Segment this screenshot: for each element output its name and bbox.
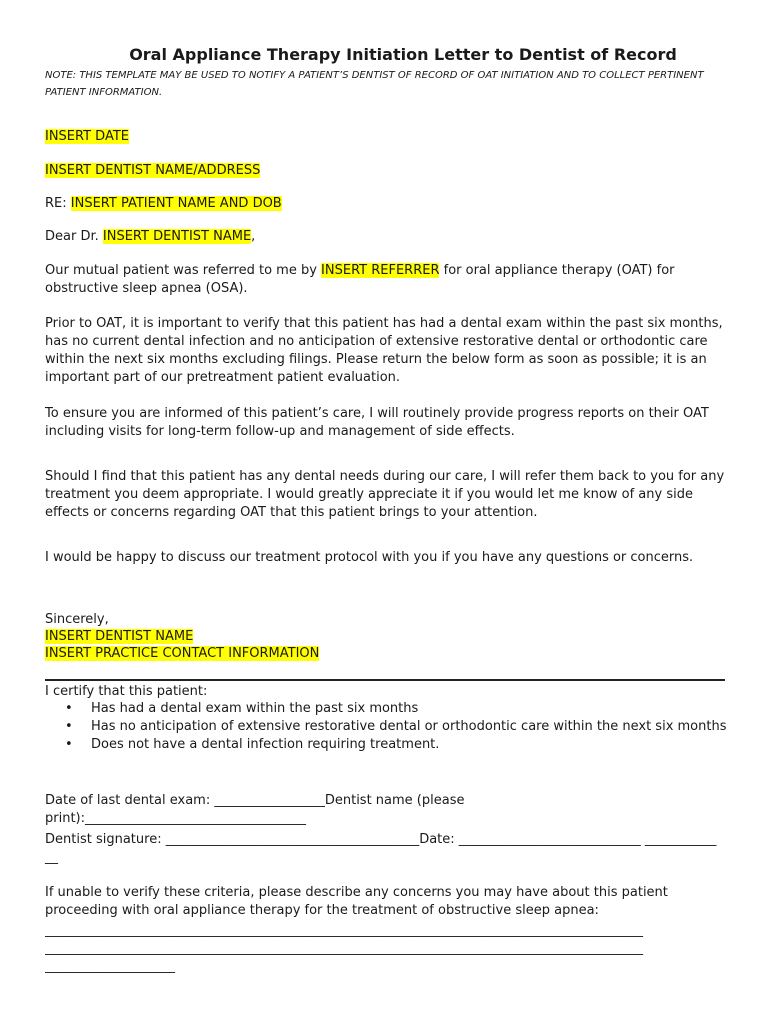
certify-intro: I certify that this patient: [45, 684, 208, 699]
salutation-prefix: Dear Dr. [45, 229, 103, 244]
bullet-icon: • [65, 719, 73, 734]
exam-date-field[interactable]: Date of last dental exam: _________________Dentist name (please print):__________________________________ [45, 793, 465, 826]
referral-paragraph [45, 262, 730, 298]
bullet-icon: • [65, 701, 73, 716]
dentist-address-line [45, 162, 730, 180]
insert-dentist-address-placeholder: INSERT DENTIST NAME/ADDRESS [45, 163, 261, 178]
insert-dentist-name-placeholder: INSERT DENTIST NAME [102, 229, 252, 244]
list-item [45, 718, 730, 736]
certification-text: Has had a dental exam within the past six months [91, 701, 419, 716]
concerns-line-2[interactable]: ____________________________________________________________________________________________ [45, 941, 643, 956]
insert-practice-contact-placeholder: INSERT PRACTICE CONTACT INFORMATION [45, 646, 320, 661]
referral-text-before: Our mutual patient was referred to me by [45, 263, 322, 278]
certification-list [45, 700, 730, 754]
salutation-line [45, 228, 730, 246]
referral-text-after: for oral appliance therapy (OAT) for obstructive sleep apnea (OSA). [45, 263, 675, 296]
prior-to-oat-paragraph: Prior to OAT, it is important to verify that this patient has had a dental exam within the past six months, has no current dental infection and no anticipation of extensive restorative dental or orthodontic care within the next six months excluding filings. Please return the below form as soon as possible; it is an important part of our pretreatment patient evaluation. [45, 316, 723, 385]
list-item [45, 736, 730, 754]
discuss-protocol-paragraph: I would be happy to discuss our treatment protocol with you if you have any questions or concerns. [45, 550, 694, 565]
signature-name-line [45, 628, 730, 646]
date-line [45, 128, 730, 146]
letter-title: Oral Appliance Therapy Initiation Letter to Dentist of Record [129, 45, 677, 64]
re-line [45, 195, 730, 213]
salutation-suffix: , [251, 229, 256, 244]
section-divider [45, 679, 725, 681]
concerns-prompt: If unable to verify these criteria, please describe any concerns you may have about this patient proceeding with oral appliance therapy for the treatment of obstructive sleep apnea: [45, 885, 668, 918]
list-item [45, 700, 730, 718]
insert-referrer-placeholder: INSERT REFERRER [321, 263, 440, 278]
concerns-line-3[interactable]: ____________________ [45, 959, 175, 974]
signature-contact-line [45, 645, 730, 663]
closing: Sincerely, [45, 612, 109, 627]
concerns-line-1[interactable]: ____________________________________________________________________________________________ [45, 923, 643, 938]
dental-needs-paragraph: Should I find that this patient has any dental needs during our care, I will refer them back to you for any treatment you deem appropriate. I would greatly appreciate it if you would let me know of any side effects or concerns regarding OAT that this patient brings to your attention. [45, 469, 725, 520]
insert-patient-placeholder: INSERT PATIENT NAME AND DOB [70, 196, 282, 211]
certification-text: Has no anticipation of extensive restorative dental or orthodontic care within the next six months [91, 719, 727, 734]
template-note: NOTE: THIS TEMPLATE MAY BE USED TO NOTIFY A PATIENT’S DENTIST OF RECORD OF OAT INITIATION AND TO COLLECT PERTINENT PATIENT INFORMATION. [45, 70, 704, 98]
bullet-icon: • [65, 737, 73, 752]
signature-field[interactable]: Dentist signature: _______________________________________Date: ____________________________ _____________ [45, 832, 717, 865]
progress-reports-paragraph: To ensure you are informed of this patient’s care, I will routinely provide progress reports on their OAT including visits for long-term follow-up and management of side effects. [45, 406, 709, 439]
insert-date-placeholder: INSERT DATE [45, 129, 130, 144]
insert-signature-name-placeholder: INSERT DENTIST NAME [45, 629, 194, 644]
re-prefix: RE: [45, 196, 71, 211]
certification-text: Does not have a dental infection requiring treatment. [91, 737, 440, 752]
